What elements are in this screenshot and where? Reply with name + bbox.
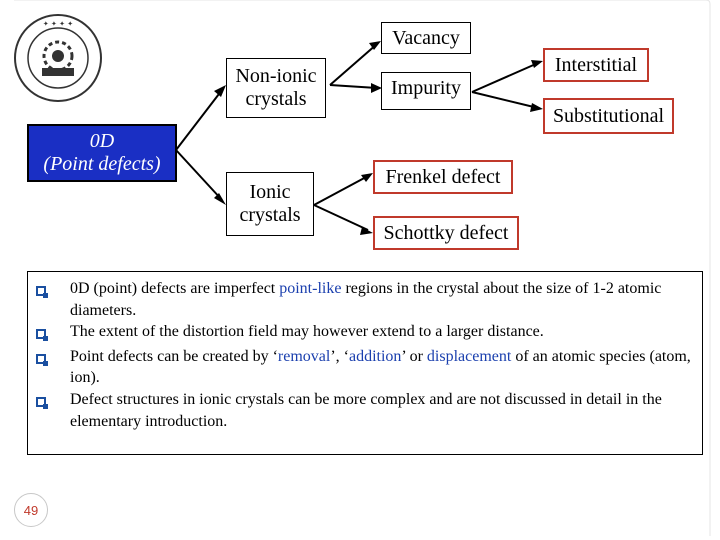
impurity-label: Impurity	[391, 77, 461, 99]
schottky-defect-node	[373, 216, 519, 250]
impurity-node	[381, 72, 471, 110]
bullet-text-segment: of an atomic species (atom, ion).	[70, 347, 691, 387]
bullet-marker-icon	[36, 389, 70, 414]
bullet-item	[36, 321, 694, 346]
bullet-item	[36, 278, 694, 321]
highlighted-term: addition	[348, 347, 402, 365]
page-number	[14, 493, 48, 527]
svg-text:✦ ✦ ✦ ✦: ✦ ✦ ✦ ✦	[42, 20, 74, 28]
highlighted-term: displacement	[426, 347, 512, 365]
bullet-item	[36, 346, 694, 389]
bullet-text-segment: regions in the crystal about the size of 1-2 atomic diameters.	[70, 280, 662, 319]
bullet-text	[70, 346, 694, 389]
bullet-text-segment: Point defects can be created by ‘	[70, 347, 278, 365]
non-ionic-crystals-node	[226, 58, 326, 118]
root-line1: 0D	[89, 130, 115, 152]
bullet-text	[70, 321, 544, 343]
bullet-item	[36, 389, 694, 432]
substitutional-node	[543, 98, 674, 134]
schottky-label: Schottky defect	[383, 221, 509, 244]
ionic-label: Ionic crystals	[239, 181, 301, 226]
point-defects-root-node	[27, 124, 177, 182]
bullet-text	[70, 278, 694, 321]
page-number-label: 49	[23, 502, 39, 518]
ionic-crystals-node	[226, 172, 314, 236]
bullet-text-segment: Defect structures in ionic crystals can be more complex and are not discussed in detail in the elementary introduction.	[70, 390, 662, 430]
bullet-text-segment: ’, ‘	[330, 347, 349, 365]
non-ionic-label: Non-ionic crystals	[235, 65, 317, 110]
interstitial-label: Interstitial	[554, 53, 638, 76]
college-seal-logo	[12, 12, 104, 104]
bullet-text-segment: The extent of the distortion field may however extend to a larger distance.	[70, 323, 544, 341]
substitutional-label: Substitutional	[552, 104, 665, 127]
highlighted-term: removal	[277, 347, 331, 365]
explanation-text-box	[27, 271, 703, 455]
bullet-marker-icon	[36, 278, 70, 303]
vacancy-node	[381, 22, 471, 54]
frenkel-defect-node	[373, 160, 513, 194]
bullet-text-segment: ’ or	[401, 347, 427, 365]
root-line2: (Point defects)	[43, 153, 161, 175]
frenkel-label: Frenkel defect	[385, 165, 501, 188]
interstitial-node	[543, 48, 649, 82]
highlighted-term: point-like	[279, 280, 342, 297]
bullet-text	[70, 389, 694, 432]
bullet-text-segment: 0D (point) defects are imperfect	[70, 280, 280, 297]
bullet-marker-icon	[36, 321, 70, 346]
bullet-marker-icon	[36, 346, 70, 371]
vacancy-label: Vacancy	[392, 26, 460, 49]
